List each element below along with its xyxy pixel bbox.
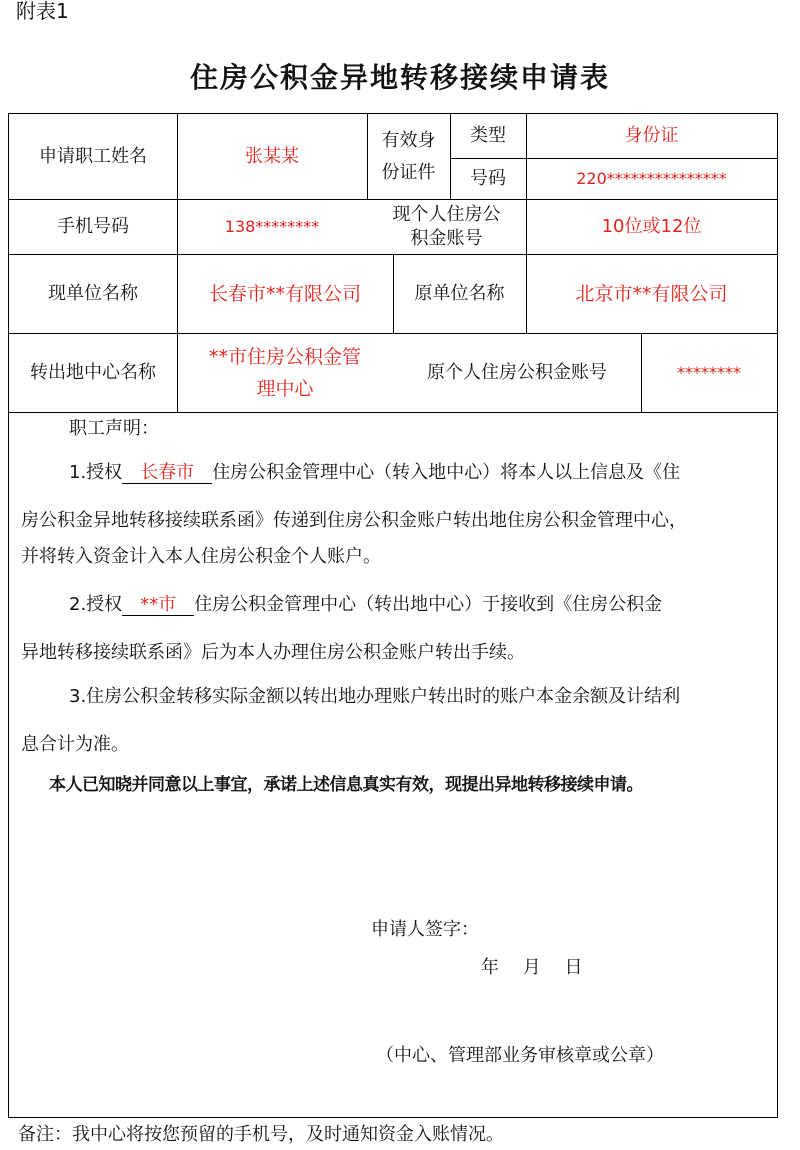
transfer-center-value-line1: **市住房公积金管: [208, 345, 361, 368]
item1-city-blank: 长春市: [122, 462, 212, 484]
transfer-center-value-line2: 理中心: [256, 377, 314, 400]
item1-text: 住房公积金管理中心（转入地中心）将本人以上信息及《住: [212, 462, 681, 483]
item1-prefix: 1.授权: [69, 462, 123, 483]
current-employer-label: 现单位名称: [48, 282, 138, 304]
confirmation-statement: 本人已知晓并同意以上事宜，承诺上述信息真实有效，现提出异地转移接续申请。: [49, 775, 643, 795]
id-type-label: 类型: [470, 125, 506, 146]
former-account-value: ********: [677, 362, 741, 382]
current-account-value: 10位或12位: [601, 215, 702, 237]
statement-heading: 职工声明：: [69, 418, 159, 439]
transfer-center-value: [177, 333, 393, 412]
application-form: [8, 113, 778, 1118]
statement-item-2-line-1: [21, 592, 777, 618]
id-number-value: 220***************: [576, 168, 727, 188]
seal-note: （中心、管理部业务审核章或公章）: [376, 1045, 664, 1066]
remark-note: 备注：我中心将按您预留的手机号，及时通知资金入账情况。: [18, 1124, 504, 1145]
item2-city-blank: **市: [122, 594, 194, 616]
date-label: 年 月 日: [481, 957, 583, 978]
phone-label: 手机号码: [57, 215, 129, 237]
id-number-label: 号码: [470, 167, 506, 189]
statement-item-1-line-3: 并将转入资金计入本人住房公积金个人账户。: [21, 546, 381, 567]
id-document-label-line1: 有效身: [381, 129, 436, 151]
current-employer-value: 长春市**有限公司: [208, 282, 361, 305]
statement-item-2-line-2: 异地转移接续联系函》后为本人办理住房公积金账户转出手续。: [21, 642, 525, 663]
signature-label: 申请人签字：: [371, 919, 479, 940]
applicant-name-label: 申请职工姓名: [39, 145, 147, 167]
former-employer-value: 北京市**有限公司: [575, 282, 728, 305]
item2-text: 住房公积金管理中心（转出地中心）于接收到《住房公积金: [194, 594, 663, 615]
id-document-label-line2: 份证件: [381, 161, 436, 183]
statement-item-1-line-1: [21, 460, 777, 486]
statement-item-3-line-1: 3.住房公积金转移实际金额以转出地办理账户转出时的账户本金余额及计结利: [69, 686, 681, 707]
current-account-label-line2: 积金账号: [410, 227, 483, 249]
current-account-label-line1: 现个人住房公: [392, 203, 501, 225]
applicant-name-value: 张某某: [245, 145, 299, 167]
attachment-label: 附表1: [16, 0, 69, 23]
form-title: 住房公积金异地转移接续申请表: [189, 61, 610, 94]
transfer-center-label: 转出地中心名称: [30, 361, 156, 383]
statement-item-1-line-2: 房公积金异地转移接续联系函》传递到住房公积金账户转出地住房公积金管理中心，: [21, 510, 687, 531]
id-document-label: [367, 114, 450, 199]
phone-value: 138********: [224, 216, 320, 236]
former-account-label: 原个人住房公积金账号: [427, 361, 607, 383]
statement-item-3-line-2: 息合计为准。: [21, 734, 129, 755]
former-employer-label: 原单位名称: [414, 282, 505, 304]
id-type-value: 身份证: [624, 125, 679, 146]
current-account-label: [367, 199, 526, 254]
item2-prefix: 2.授权: [69, 594, 123, 615]
row-divider-4: [9, 412, 777, 413]
